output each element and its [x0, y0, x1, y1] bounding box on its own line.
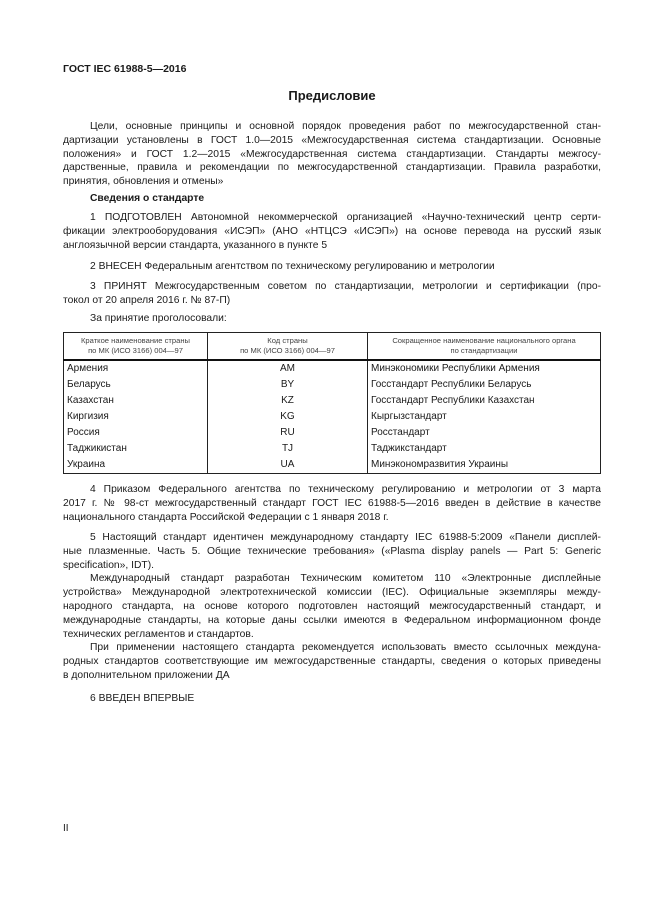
document-header: ГОСТ IEC 61988-5—2016: [63, 63, 187, 75]
table-row: [64, 409, 601, 425]
text-line: дарственные, правила и рекомендации по межгосударственной стандартизации. Правила разработки,: [63, 162, 601, 174]
text-line: технических регламентов и стандартов.: [63, 628, 254, 640]
country-cell: Таджикистан: [64, 441, 208, 457]
table-header-row: [64, 333, 601, 361]
intro-paragraph: [63, 120, 601, 189]
text-line: родных стандартов соответствующие им межгосударственные стандарты, сведения о которых приведены: [63, 656, 601, 668]
text-line: Цели, основные принципы и основной порядок проведения работ по межгосударственной стан-: [90, 121, 601, 132]
country-cell: Казахстан: [64, 393, 208, 409]
column-header-agency: Сокращенное наименование национального органа по стандартизации: [368, 333, 601, 361]
text-line: англоязычной версии стандарта, указанного в пункте 5: [63, 239, 328, 251]
item-6: [63, 692, 601, 706]
code-cell: RU: [208, 425, 368, 441]
agency-cell: Минэкономразвития Украины: [368, 457, 601, 474]
table-row: [64, 360, 601, 377]
code-cell: AM: [208, 360, 368, 377]
text-line: международные стандарты, на которые даны ссылки имеются в Федеральном информационном фонде: [63, 614, 601, 626]
country-cell: Киргизия: [64, 409, 208, 425]
country-cell: Украина: [64, 457, 208, 474]
table-row: [64, 393, 601, 409]
text-line: ные плазменные. Часть 5. Общие технические требования» («Plasma display panels — Part 5: Generic: [63, 545, 601, 557]
voting-countries-table: [63, 332, 601, 474]
text-line: 4 Приказом Федерального агентства по техническому регулированию и метрологии от 3 марта: [90, 484, 601, 495]
text-line: 5 Настоящий стандарт идентичен международному стандарту IEC 61988-5:2009 «Панели дисплей-: [90, 532, 601, 543]
text-line: Международный стандарт разработан Техническим комитетом 110 «Электронные дисплейные: [90, 573, 601, 585]
text-line: положения» и ГОСТ 1.2—2015 «Межгосударственная система стандартизации. Стандарты межгосу-: [63, 148, 601, 160]
country-cell: Беларусь: [64, 377, 208, 393]
text-line: specification», IDT).: [63, 559, 154, 571]
table-row: [64, 441, 601, 457]
text-line: 2 ВНЕСЕН Федеральным агентством по техническому регулированию и метрологии: [90, 261, 495, 272]
page-number: II: [63, 823, 69, 834]
text-line: 3 ПРИНЯТ Межгосударственным советом по стандартизации, метрологии и сертификации (про-: [90, 281, 601, 292]
section-heading: Сведения о стандарте: [90, 193, 205, 204]
column-header-country: Краткое наименование страны по МК (ИСО 3166) 004—97: [64, 333, 208, 361]
page-title: Предисловие: [288, 88, 376, 103]
text-line: фикации электрооборудования «ИСЭП» (АНО «НТЦСЭ «ИСЭП») на основе перевода на русский язык: [63, 225, 601, 237]
agency-cell: Госстандарт Республики Казахстан: [368, 393, 601, 409]
agency-cell: Таджикстандарт: [368, 441, 601, 457]
text-line: принятия, обновления и отмены»: [63, 176, 224, 188]
text-line: токол от 20 апреля 2016 г. № 87-П): [63, 294, 231, 306]
country-cell: Армения: [64, 360, 208, 377]
item-2: [63, 260, 601, 274]
agency-cell: Кыргызстандарт: [368, 409, 601, 425]
agency-cell: Минэкономики Республики Армения: [368, 360, 601, 377]
text-line: При применении настоящего стандарта рекомендуется использовать вместо ссылочных междуна-: [90, 642, 601, 654]
text-line: в дополнительном приложении ДА: [63, 669, 230, 681]
table-row: [64, 425, 601, 441]
text-line: 2017 г. № 98-ст межгосударственный стандарт ГОСТ IEC 61988-5—2016 введен в действие в качестве: [63, 497, 601, 509]
item-3: [63, 280, 601, 308]
table-row: [64, 457, 601, 474]
text-line: 1 ПОДГОТОВЛЕН Автономной некоммерческой организацией «Научно-технический центр серти-: [90, 212, 601, 223]
text-line: народного стандарта, на основе которого подготовлен настоящий межгосударственный стандарт, и: [63, 600, 601, 612]
code-cell: BY: [208, 377, 368, 393]
item-5: [63, 531, 601, 683]
text-line: национального стандарта Российской Федерации с 1 января 2018 г.: [63, 511, 389, 523]
voted-label: За принятие проголосовали:: [90, 313, 227, 324]
text-line: дартизации установлены в ГОСТ 1.0—2015 «Межгосударственная система стандартизации. Основные: [63, 134, 601, 146]
column-header-code: Код страны по МК (ИСО 3166) 004—97: [208, 333, 368, 361]
agency-cell: Госстандарт Республики Беларусь: [368, 377, 601, 393]
code-cell: KZ: [208, 393, 368, 409]
text-line: 6 ВВЕДЕН ВПЕРВЫЕ: [90, 693, 195, 704]
code-cell: KG: [208, 409, 368, 425]
item-4: [63, 483, 601, 524]
code-cell: UA: [208, 457, 368, 474]
code-cell: TJ: [208, 441, 368, 457]
country-cell: Россия: [64, 425, 208, 441]
item-1: [63, 211, 601, 252]
agency-cell: Росстандарт: [368, 425, 601, 441]
text-line: устройства» Международной электротехнической комиссии (IEC). Официальные экземпляры между-: [63, 587, 601, 599]
table-row: [64, 377, 601, 393]
